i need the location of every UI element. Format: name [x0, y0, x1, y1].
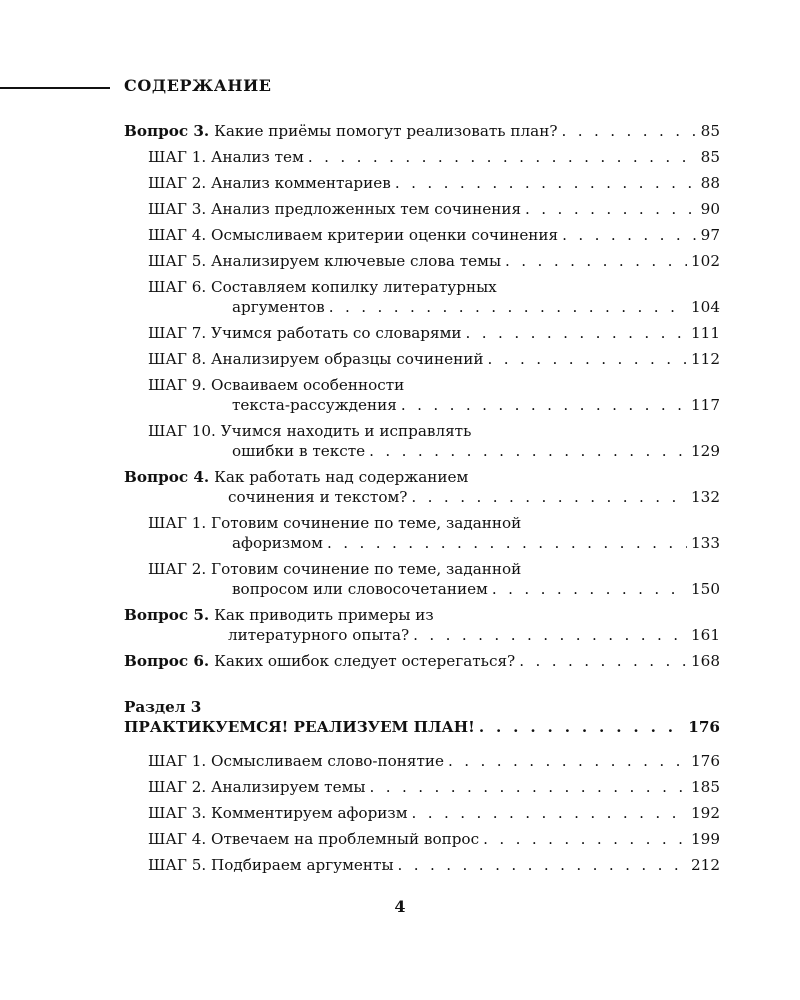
- toc-entry-step: [124, 225, 720, 245]
- question-title-line2: сочинения и текстом?: [228, 488, 408, 506]
- toc-entry-step: [124, 277, 720, 317]
- section-label: Раздел 3: [124, 698, 202, 716]
- page-ref: 176: [691, 752, 720, 770]
- step-title: ШАГ 7. Учимся работать со словарями: [148, 324, 462, 342]
- step-title-line1: ШАГ 1. Готовим сочинение по теме, заданной: [148, 514, 522, 532]
- toc-entry-step: [124, 199, 720, 219]
- page-ref: 192: [691, 804, 720, 822]
- page-ref: 161: [691, 626, 720, 644]
- toc-entry-step: [124, 777, 720, 797]
- toc-entry-step: [124, 513, 720, 553]
- table-of-contents: [124, 121, 720, 881]
- page-ref: 85: [700, 122, 720, 140]
- page-ref: 150: [691, 580, 720, 598]
- step-title: ШАГ 1. Осмысливаем слово-понятие: [148, 752, 445, 770]
- dot-leader: [448, 751, 687, 771]
- page-ref: 111: [691, 324, 720, 342]
- step-title-line2: текста-рассуждения: [232, 396, 397, 414]
- toc-entry-step: [124, 147, 720, 167]
- page-ref: 104: [691, 298, 720, 316]
- dot-leader: [398, 855, 687, 875]
- toc-entry-step: [124, 559, 720, 599]
- dot-leader: [492, 579, 687, 599]
- step-title: ШАГ 1. Анализ тем: [148, 148, 304, 166]
- page-number: 4: [394, 897, 406, 916]
- page-ref: 112: [691, 350, 720, 368]
- page-ref: 88: [700, 174, 720, 192]
- page-ref: 129: [691, 442, 720, 460]
- page-ref: 102: [691, 252, 720, 270]
- dot-leader: [483, 829, 687, 849]
- header-rule: [0, 87, 110, 89]
- dot-leader: [413, 625, 687, 645]
- question-number: Вопрос 3.: [124, 122, 210, 140]
- step-title-line2: вопросом или словосочетанием: [232, 580, 488, 598]
- toc-entry-step: [124, 375, 720, 415]
- page-title: СОДЕРЖАНИЕ: [124, 76, 272, 95]
- dot-leader: [562, 121, 697, 141]
- question-title: Каких ошибок следует остерегаться?: [214, 652, 516, 670]
- dot-leader: [369, 777, 687, 797]
- question-title: Какие приёмы помогут реализовать план?: [214, 122, 558, 140]
- page-ref: 168: [691, 652, 720, 670]
- step-title-line1: ШАГ 9. Осваиваем особенности: [148, 376, 405, 394]
- page-ref: 199: [691, 830, 720, 848]
- step-title: ШАГ 3. Комментируем афоризм: [148, 804, 408, 822]
- dot-leader: [308, 147, 697, 167]
- step-title: ШАГ 5. Подбираем аргументы: [148, 856, 394, 874]
- toc-entry-step: [124, 323, 720, 343]
- step-title-line2: афоризмом: [232, 534, 323, 552]
- question-title-line2: литературного опыта?: [228, 626, 410, 644]
- dot-leader: [519, 651, 687, 671]
- toc-entry-question-5: [124, 605, 720, 645]
- dot-leader: [562, 225, 697, 245]
- step-title: ШАГ 4. Осмысливаем критерии оценки сочинения: [148, 226, 559, 244]
- page-ref: 117: [691, 396, 720, 414]
- section-title: ПРАКТИКУЕМСЯ! РЕАЛИЗУЕМ ПЛАН!: [124, 718, 475, 736]
- page-ref: 176: [688, 718, 720, 736]
- step-title-line2: ошибки в тексте: [232, 442, 366, 460]
- step-title: ШАГ 4. Отвечаем на проблемный вопрос: [148, 830, 480, 848]
- step-title: ШАГ 2. Анализ комментариев: [148, 174, 391, 192]
- question-title-line1: Как работать над содержанием: [214, 468, 469, 486]
- page-ref: 85: [700, 148, 720, 166]
- question-number: Вопрос 6.: [124, 652, 210, 670]
- step-title-line1: ШАГ 2. Готовим сочинение по теме, заданной: [148, 560, 522, 578]
- page-ref: 90: [700, 200, 720, 218]
- dot-leader: [327, 533, 687, 553]
- page-ref: 97: [700, 226, 720, 244]
- page-ref: 185: [691, 778, 720, 796]
- toc-entry-question-6: [124, 651, 720, 671]
- toc-entry-step: [124, 803, 720, 823]
- page-ref: 212: [691, 856, 720, 874]
- dot-leader: [525, 199, 697, 219]
- dot-leader: [479, 717, 684, 737]
- step-title: ШАГ 2. Анализируем темы: [148, 778, 366, 796]
- dot-leader: [488, 349, 688, 369]
- toc-entry-step: [124, 349, 720, 369]
- dot-leader: [412, 803, 687, 823]
- dot-leader: [505, 251, 687, 271]
- dot-leader: [369, 441, 687, 461]
- toc-entry-question-3: [124, 121, 720, 141]
- toc-entry-step: [124, 173, 720, 193]
- dot-leader: [329, 297, 687, 317]
- step-title: ШАГ 8. Анализируем образцы сочинений: [148, 350, 484, 368]
- dot-leader: [411, 487, 687, 507]
- toc-section-3: [124, 697, 720, 737]
- step-title-line2: аргументов: [232, 298, 325, 316]
- step-title: ШАГ 5. Анализируем ключевые слова темы: [148, 252, 502, 270]
- dot-leader: [395, 173, 697, 193]
- step-title: ШАГ 3. Анализ предложенных тем сочинения: [148, 200, 522, 218]
- toc-entry-step: [124, 829, 720, 849]
- page-ref: 133: [691, 534, 720, 552]
- question-number: Вопрос 5.: [124, 606, 210, 624]
- dot-leader: [466, 323, 687, 343]
- step-title-line1: ШАГ 6. Составляем копилку литературных: [148, 278, 497, 296]
- step-title-line1: ШАГ 10. Учимся находить и исправлять: [148, 422, 472, 440]
- toc-entry-step: [124, 855, 720, 875]
- toc-entry-step: [124, 751, 720, 771]
- question-number: Вопрос 4.: [124, 468, 210, 486]
- toc-entry-question-4: [124, 467, 720, 507]
- question-title-line1: Как приводить примеры из: [214, 606, 434, 624]
- dot-leader: [401, 395, 687, 415]
- toc-entry-step: [124, 251, 720, 271]
- page-ref: 132: [691, 488, 720, 506]
- toc-entry-step: [124, 421, 720, 461]
